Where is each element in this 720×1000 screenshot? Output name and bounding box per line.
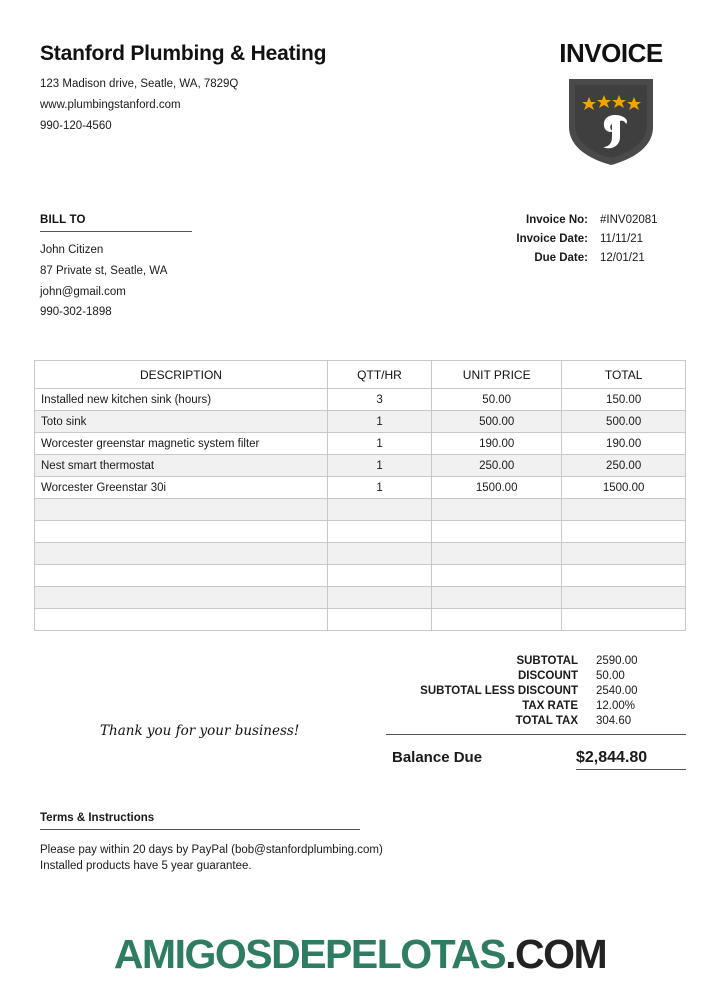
totals-value: 2590.00	[596, 654, 638, 667]
meta-value: 11/11/21	[600, 233, 644, 245]
totals-value: 12.00%	[596, 699, 636, 712]
bill-to-email: john@gmail.com	[40, 285, 126, 298]
terms-section	[40, 812, 640, 876]
cell-unit-price: 1500.00	[432, 477, 562, 499]
totals-row-tax-rate	[386, 698, 686, 713]
totals-value: 2540.00	[596, 684, 638, 697]
thank-you-note: Thank you for your business!	[100, 723, 300, 739]
terms-divider	[40, 829, 360, 830]
balance-due-label: Balance Due	[392, 749, 483, 766]
watermark-tld: .COM	[505, 931, 607, 977]
meta-value: #INV02081	[600, 214, 658, 226]
totals-label: SUBTOTAL LESS DISCOUNT	[420, 684, 578, 697]
table-row	[35, 477, 686, 499]
bill-to-phone: 990-302-1898	[40, 306, 112, 319]
totals-row-subtotal	[386, 653, 686, 668]
cell-qty	[327, 565, 431, 587]
cell-qty	[327, 543, 431, 565]
cell-description: Worcester Greenstar 30i	[35, 477, 328, 499]
cell-qty	[327, 609, 431, 631]
totals-label: SUBTOTAL	[516, 654, 578, 667]
cell-total: 150.00	[562, 389, 686, 411]
column-header-qty: QTT/HR	[327, 361, 431, 389]
cell-unit-price	[432, 499, 562, 521]
cell-description	[35, 521, 328, 543]
cell-unit-price: 250.00	[432, 455, 562, 477]
bill-to-title: BILL TO	[40, 214, 86, 226]
invoice-header	[34, 0, 686, 162]
meta-label: Invoice Date:	[516, 233, 588, 245]
table-row	[35, 543, 686, 565]
terms-line: Installed products have 5 year guarantee.	[40, 860, 252, 872]
cell-unit-price: 500.00	[432, 411, 562, 433]
cell-qty: 1	[327, 411, 431, 433]
cell-total: 500.00	[562, 411, 686, 433]
cell-total	[562, 609, 686, 631]
column-header-description: DESCRIPTION	[35, 361, 328, 389]
bill-to-address: 87 Private st, Seatle, WA	[40, 264, 168, 277]
invoice-badge	[536, 38, 686, 167]
bill-to-name: John Citizen	[40, 244, 104, 256]
table-row	[35, 521, 686, 543]
cell-qty	[327, 521, 431, 543]
cell-description	[35, 543, 328, 565]
table-row	[35, 455, 686, 477]
cell-unit-price	[432, 565, 562, 587]
cell-total: 190.00	[562, 433, 686, 455]
cell-description	[35, 587, 328, 609]
cell-qty: 3	[327, 389, 431, 411]
totals-row-total-tax	[386, 713, 686, 728]
meta-value: 12/01/21	[600, 252, 645, 264]
cell-description	[35, 565, 328, 587]
plumbing-shield-logo-icon	[563, 75, 659, 167]
cell-description: Installed new kitchen sink (hours)	[35, 389, 328, 411]
cell-qty	[327, 587, 431, 609]
cell-qty: 1	[327, 477, 431, 499]
cell-total: 250.00	[562, 455, 686, 477]
meta-row-due-date	[516, 252, 686, 264]
column-header-unit-price: UNIT PRICE	[432, 361, 562, 389]
bill-to-divider	[40, 231, 192, 232]
totals-area	[34, 653, 686, 783]
invoice-title: INVOICE	[559, 38, 663, 68]
company-phone: 990-120-4560	[40, 119, 112, 132]
watermark-brand: AMIGOSDEPELOTAS	[113, 931, 506, 977]
table-header-row	[35, 361, 686, 389]
cell-description: Worcester greenstar magnetic system filter	[35, 433, 328, 455]
totals-block	[386, 653, 686, 770]
meta-row-invoice-no	[516, 214, 686, 226]
table-row	[35, 499, 686, 521]
terms-title: Terms & Instructions	[40, 812, 155, 824]
cell-qty	[327, 499, 431, 521]
meta-label: Due Date:	[534, 252, 588, 264]
balance-due-value: $2,844.80	[576, 749, 686, 770]
cell-unit-price	[432, 543, 562, 565]
cell-unit-price: 190.00	[432, 433, 562, 455]
cell-total	[562, 587, 686, 609]
table-row	[35, 565, 686, 587]
bill-to-and-meta	[34, 214, 686, 344]
table-row	[35, 609, 686, 631]
cell-unit-price	[432, 587, 562, 609]
cell-description: Nest smart thermostat	[35, 455, 328, 477]
invoice-meta	[516, 214, 686, 271]
watermark	[0, 931, 720, 978]
cell-qty: 1	[327, 433, 431, 455]
company-name: Stanford Plumbing & Heating	[40, 42, 327, 65]
totals-label: TAX RATE	[522, 699, 578, 712]
company-website: www.plumbingstanford.com	[40, 98, 181, 111]
meta-row-invoice-date	[516, 233, 686, 245]
totals-value: 50.00	[596, 669, 625, 682]
cell-total	[562, 543, 686, 565]
cell-unit-price: 50.00	[432, 389, 562, 411]
cell-total	[562, 499, 686, 521]
totals-row-subtotal-less-discount	[386, 683, 686, 698]
totals-row-discount	[386, 668, 686, 683]
totals-value: 304.60	[596, 714, 632, 727]
cell-unit-price	[432, 609, 562, 631]
table-row	[35, 389, 686, 411]
cell-total: 1500.00	[562, 477, 686, 499]
cell-qty: 1	[327, 455, 431, 477]
cell-total	[562, 565, 686, 587]
line-items-table	[34, 360, 686, 631]
balance-due-row	[386, 749, 686, 770]
cell-description	[35, 609, 328, 631]
company-address: 123 Madison drive, Seatle, WA, 7829Q	[40, 78, 239, 90]
terms-line: Please pay within 20 days by PayPal (bob@stanfordplumbing.com)	[40, 844, 383, 856]
cell-description	[35, 499, 328, 521]
meta-label: Invoice No:	[526, 214, 588, 226]
table-row	[35, 433, 686, 455]
table-row	[35, 587, 686, 609]
totals-label: DISCOUNT	[517, 669, 578, 682]
cell-description: Toto sink	[35, 411, 328, 433]
table-row	[35, 411, 686, 433]
totals-divider	[386, 734, 686, 735]
totals-label: TOTAL TAX	[515, 714, 578, 727]
cell-unit-price	[432, 521, 562, 543]
column-header-total: TOTAL	[562, 361, 686, 389]
cell-total	[562, 521, 686, 543]
